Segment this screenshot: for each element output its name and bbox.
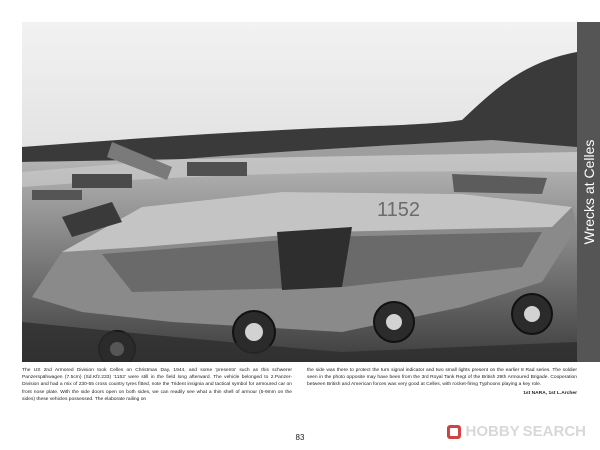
chapter-sidebar: [577, 22, 600, 362]
caption-left-column: The US 2nd Armored Division took Celles on Christmas Day, 1944, and some 'presents' such as this schwerer Panzerspähwagen (7.5cm) (Sd.Kfz.233) '1152' were still in the field long afterward. The vehicle belonged to 2.Panzer-Division and had a mix of 230-55 cross country tyres fitted, note the Trident insignia and tactical symbol for armoured car on front nose plate. With the side doors open on both sides, we can readily see what a thin shell of armour (5-9mm on the sides) these vehicles possessed. The elaborate railing on: [22, 368, 292, 402]
section-title: Wrecks at Celles: [580, 139, 597, 245]
caption-right-column: [307, 367, 577, 415]
photo-credit: 1st NARA, 1st L.Archer: [523, 390, 577, 396]
photo-illustration: [22, 22, 577, 362]
watermark-brand-b: SEARCH: [522, 423, 586, 440]
caption-right-text: the side was there to protect the turn signal indicator and two small lights present on the earlier 8 Rad series. The soldier seen in the photo opposite may have been from the 3rd Royal Tank Regt of the British 29th Armoured Brigade. Cooperation between British and American forces was very good at Celles, with rocket-firing Typhoons playing a key role.: [307, 368, 577, 388]
armoured-car-photo: [22, 22, 577, 362]
watermark-brand-a: HOBBY: [465, 423, 520, 440]
page-number: 83: [295, 433, 305, 442]
watermark-logo-icon: [446, 424, 462, 440]
watermark: [446, 423, 586, 440]
caption: [22, 367, 577, 415]
hull-number: 1152: [377, 199, 421, 221]
